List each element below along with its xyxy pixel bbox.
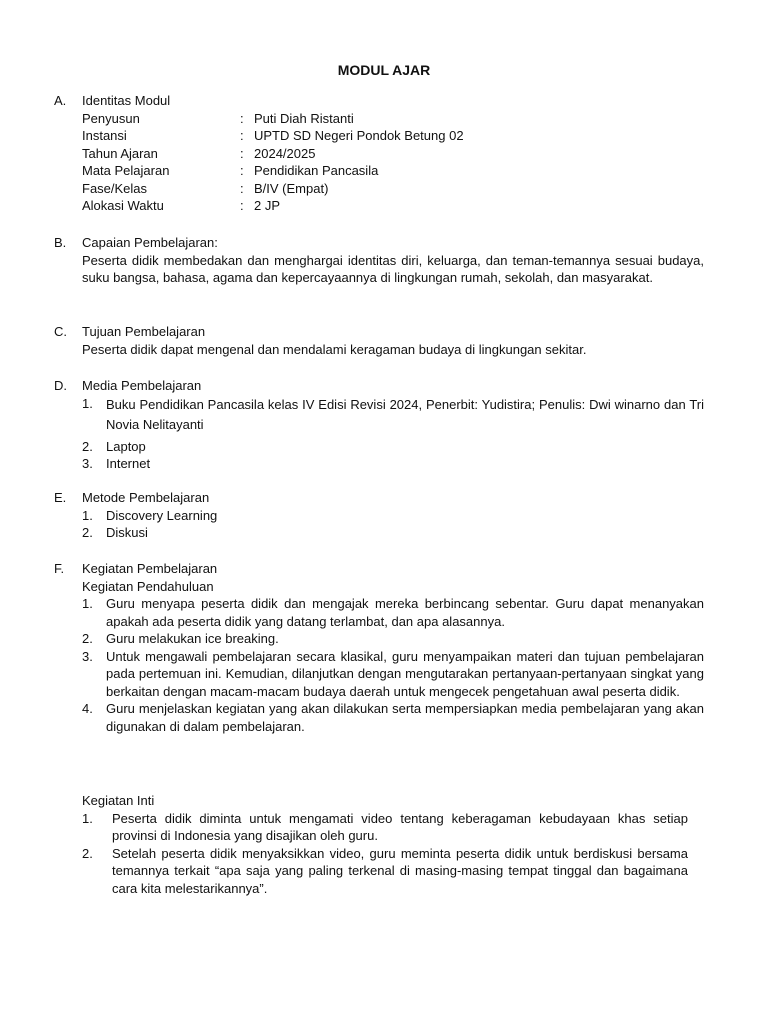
list-number: 1.	[82, 810, 93, 826]
inti-list	[82, 810, 688, 898]
section-letter: C.	[54, 324, 67, 339]
list-item	[82, 630, 704, 648]
identity-label: Instansi	[82, 128, 127, 143]
list-item	[82, 700, 704, 735]
list-item	[82, 507, 704, 525]
section-paragraph: Peserta didik dapat mengenal dan mendalami keragaman budaya di lingkungan sekitar.	[82, 341, 587, 357]
list-item	[82, 438, 704, 456]
section-letter: F.	[54, 561, 65, 576]
list-text: Guru menyapa peserta didik dan mengajak mereka berbincang sebentar. Guru dapat menanyakan apakah ada peserta didik yang datang terlambat, dan apa alasannya.	[106, 596, 704, 629]
list-text: Peserta didik diminta untuk mengamati video tentang keberagaman kebudayaan khas setiap provinsi di Indonesia yang disajikan oleh guru.	[112, 810, 688, 843]
section-metode	[54, 489, 704, 542]
section-heading: Kegiatan Pembelajaran	[82, 561, 218, 576]
pendahuluan-list	[82, 595, 704, 735]
section-letter: E.	[54, 490, 67, 505]
list-number: 2.	[82, 631, 93, 646]
subsection-heading: Kegiatan Pendahuluan	[82, 578, 214, 594]
identity-label: Penyusun	[82, 110, 140, 126]
identity-row	[82, 197, 704, 215]
list-item	[82, 845, 688, 898]
list-text: Guru melakukan ice breaking.	[106, 631, 279, 646]
document-title: MODUL AJAR	[337, 62, 431, 78]
section-heading: Capaian Pembelajaran:	[82, 235, 218, 250]
identity-label: Fase/Kelas	[82, 180, 148, 196]
identity-label: Alokasi Waktu	[82, 198, 164, 213]
identity-colon: :	[240, 128, 244, 143]
list-number: 2.	[82, 438, 93, 454]
list-text: Diskusi	[106, 525, 148, 540]
list-text: Buku Pendidikan Pancasila kelas IV Edisi Revisi 2024, Penerbit: Yudistira; Penulis: Dwi winarno dan Tri Novia Nelitayanti	[106, 396, 704, 432]
list-text: Internet	[106, 456, 151, 471]
list-item	[82, 595, 704, 630]
identity-colon: :	[240, 145, 244, 161]
section-paragraph: Peserta didik membedakan dan menghargai identitas diri, keluarga, dan teman-temannya sesuai budaya, suku bangsa, bahasa, agama dan kepercayaannya di lingkungan rumah, sekolah, dan masyarakat.	[82, 252, 704, 285]
identity-value: Puti Diah Ristanti	[254, 110, 354, 126]
subsection-heading: Kegiatan Inti	[82, 793, 155, 808]
identity-value: 2 JP	[254, 198, 281, 213]
identity-row	[82, 145, 704, 163]
identity-row	[82, 162, 704, 180]
section-heading: Metode Pembelajaran	[82, 490, 210, 505]
list-number: 1.	[82, 507, 93, 523]
list-number: 3.	[82, 456, 93, 471]
list-item	[82, 524, 704, 542]
section-heading: Media Pembelajaran	[82, 378, 202, 393]
list-item	[82, 455, 704, 473]
list-text: Setelah peserta didik menyaksikkan video, guru meminta peserta didik untuk berdiskusi bersama temannya terkait “apa saja yang paling terkenal di masing-masing tempat tinggal dan bagaimana cara kita melestarikannya”.	[112, 845, 688, 896]
identity-colon: :	[240, 163, 244, 178]
identity-label: Tahun Ajaran	[82, 145, 158, 161]
identity-colon: :	[240, 180, 244, 196]
list-item	[82, 810, 688, 845]
identity-row	[82, 127, 704, 145]
section-letter: A.	[54, 93, 67, 108]
list-text: Guru menjelaskan kegiatan yang akan dilakukan serta mempersiapkan media pembelajaran yang akan digunakan di dalam pembelajaran.	[106, 701, 704, 734]
list-number: 3.	[82, 648, 93, 664]
list-number: 1.	[82, 596, 93, 611]
section-media	[54, 377, 704, 473]
metode-list	[82, 507, 704, 542]
identity-value: UPTD SD Negeri Pondok Betung 02	[254, 128, 464, 143]
identity-value: B/IV (Empat)	[254, 180, 329, 196]
section-kegiatan-inti	[82, 792, 688, 897]
list-number: 4.	[82, 701, 93, 716]
list-number: 2.	[82, 845, 93, 861]
section-tujuan	[54, 323, 704, 358]
identity-row	[82, 110, 704, 128]
list-text: Laptop	[106, 438, 146, 454]
media-list	[82, 395, 704, 473]
identity-row	[82, 180, 704, 198]
list-text: Discovery Learning	[106, 507, 218, 523]
list-text: Untuk mengawali pembelajaran secara klasikal, guru menyampaikan materi dan tujuan pembelajaran pada pertemuan ini. Kemudian, dilanjutkan dengan mengutarakan pertanyaan-pertanyaan singkat yang berkaitan dengan macam-macam budaya daerah untuk mengecek pengetahuan awal peserta didik.	[106, 648, 704, 699]
section-heading: Tujuan Pembelajaran	[82, 324, 206, 339]
identity-value: 2024/2025	[254, 145, 316, 161]
identity-colon: :	[240, 198, 244, 213]
list-item	[82, 395, 704, 435]
list-number: 2.	[82, 525, 93, 540]
list-item	[82, 648, 704, 701]
section-identitas	[54, 92, 704, 215]
identity-colon: :	[240, 110, 244, 126]
section-letter: D.	[54, 378, 67, 393]
list-number: 1.	[82, 395, 93, 411]
section-heading: Identitas Modul	[82, 93, 171, 108]
section-capaian	[54, 234, 704, 287]
section-letter: B.	[54, 235, 67, 250]
section-kegiatan	[54, 560, 704, 735]
identity-label: Mata Pelajaran	[82, 163, 170, 178]
identity-value: Pendidikan Pancasila	[254, 163, 379, 178]
